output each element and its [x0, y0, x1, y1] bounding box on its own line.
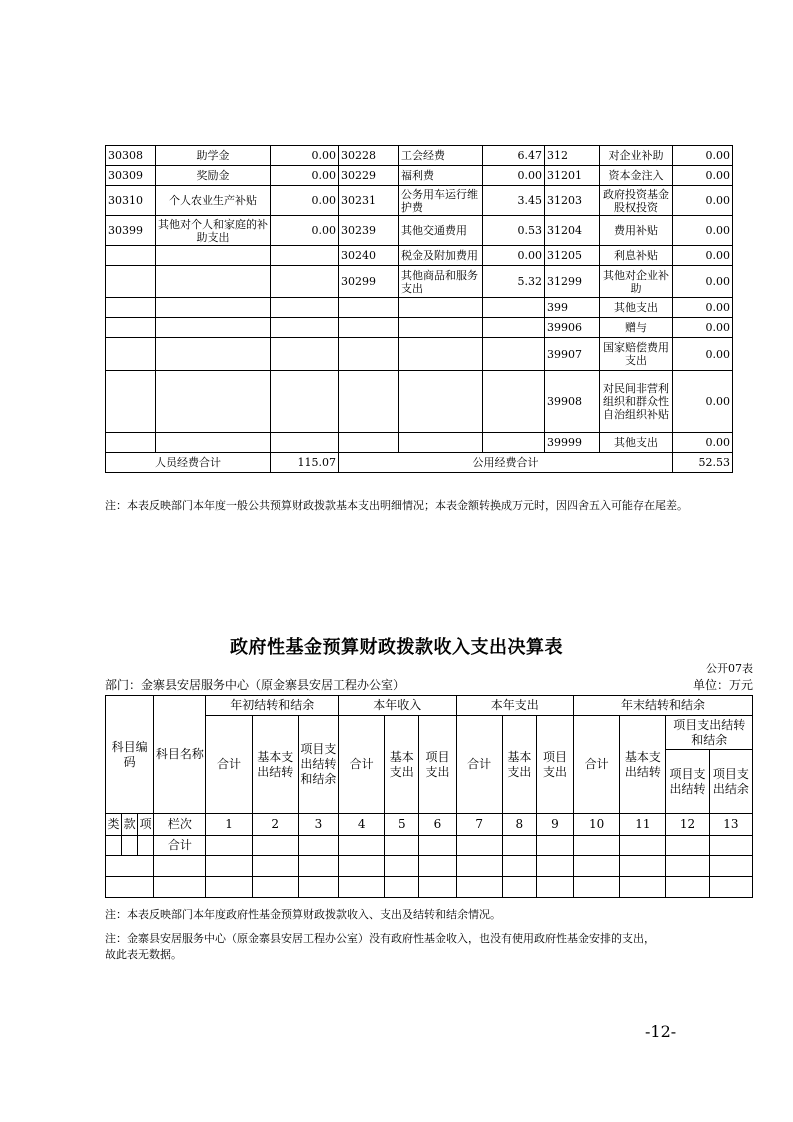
empty-cell	[620, 877, 666, 898]
subject-code-cell: 30239	[339, 216, 399, 246]
empty-cell	[666, 856, 709, 877]
subject-value-cell: 0.00	[673, 246, 733, 266]
empty-cell	[666, 836, 709, 856]
subject-name-header: 科目名称	[154, 696, 206, 814]
col-num: 12	[666, 814, 709, 836]
col-num: 7	[456, 814, 502, 836]
page-title: 政府性基金预算财政拨款收入支出决算表	[230, 637, 563, 658]
empty-cell	[122, 836, 138, 856]
empty-cell	[106, 856, 154, 877]
empty-cell	[709, 836, 752, 856]
col-num: 10	[574, 814, 620, 836]
subject-value-cell: 0.00	[483, 166, 545, 186]
table-row	[106, 433, 733, 453]
gov-fund-table	[105, 695, 753, 898]
empty-cell	[574, 836, 620, 856]
subject-value-cell: 0.00	[271, 186, 339, 216]
subject-code-cell: 31205	[545, 246, 600, 266]
subject-code-cell: 30229	[339, 166, 399, 186]
table1-note: 注：本表反映部门本年度一般公共预算财政拨款基本支出明细情况；本表金额转换成万元时，因四舍五入可能存在尾差。	[105, 499, 688, 512]
beginning-balance-header: 年初结转和结余	[206, 696, 339, 716]
subject-value-cell: 0.00	[673, 318, 733, 338]
empty-cell	[252, 836, 298, 856]
empty-cell	[709, 856, 752, 877]
subject-value-cell: 5.32	[483, 266, 545, 298]
table2-note-1: 注：本表反映部门本年度政府性基金预算财政拨款收入、支出及结转和结余情况。	[105, 908, 501, 921]
subject-code-cell: 30309	[106, 166, 156, 186]
col-num: 8	[502, 814, 536, 836]
column-index-row	[106, 814, 753, 836]
subject-code-cell	[106, 266, 156, 298]
subject-name-cell: 其他对企业补助	[600, 266, 673, 298]
table1-body	[106, 146, 733, 453]
subject-value-cell	[271, 371, 339, 433]
subject-value-cell: 0.00	[271, 146, 339, 166]
col-num: 11	[620, 814, 666, 836]
empty-cell	[574, 856, 620, 877]
subject-code-cell: 31201	[545, 166, 600, 186]
subject-name-cell: 其他对个人和家庭的补助支出	[156, 216, 271, 246]
subject-code-cell: 31203	[545, 186, 600, 216]
subject-name-cell: 利息补贴	[600, 246, 673, 266]
subject-value-cell: 0.00	[673, 298, 733, 318]
subject-name-cell: 公务用车运行维护费	[399, 186, 483, 216]
subject-value-cell	[271, 433, 339, 453]
subject-value-cell: 0.00	[673, 146, 733, 166]
subject-value-cell: 3.45	[483, 186, 545, 216]
subject-name-cell	[399, 318, 483, 338]
subject-value-cell: 0.00	[271, 166, 339, 186]
subject-code-cell: 30310	[106, 186, 156, 216]
subject-value-cell: 0.00	[673, 266, 733, 298]
empty-cell	[620, 856, 666, 877]
col-num: 6	[419, 814, 456, 836]
subject-code-cell	[339, 371, 399, 433]
empty-cell	[419, 836, 456, 856]
subject-code-cell: 312	[545, 146, 600, 166]
subject-code-cell: 39907	[545, 338, 600, 371]
subject-value-cell	[483, 433, 545, 453]
subject-name-cell	[156, 371, 271, 433]
subject-name-cell	[156, 266, 271, 298]
subject-value-cell	[271, 338, 339, 371]
form-code: 公开07表	[706, 662, 753, 675]
empty-cell	[536, 856, 573, 877]
table2-note-2: 注：金寨县安居服务中心（原金寨县安居工程办公室）没有政府性基金收入，也没有使用政府性基金安排的支出，	[105, 932, 655, 945]
empty-cell	[298, 836, 338, 856]
subject-name-cell: 国家赔偿费用支出	[600, 338, 673, 371]
subject-value-cell	[271, 318, 339, 338]
current-income-header: 本年收入	[339, 696, 457, 716]
col-num: 9	[536, 814, 573, 836]
subject-code-cell	[106, 298, 156, 318]
empty-cell	[502, 877, 536, 898]
empty-cell	[339, 836, 385, 856]
department-label: 部门：金寨县安居服务中心（原金寨县安居工程办公室）	[105, 678, 406, 692]
header-row-1	[106, 696, 753, 716]
current-expense-header: 本年支出	[456, 696, 574, 716]
empty-cell	[252, 856, 298, 877]
subject-name-cell	[399, 433, 483, 453]
subject-code-cell: 30228	[339, 146, 399, 166]
empty-cell	[298, 877, 338, 898]
income-total-header: 合计	[339, 716, 385, 814]
public-total-label: 公用经费合计	[339, 453, 673, 473]
public-total-value: 52.53	[673, 453, 733, 473]
subject-code-cell: 30231	[339, 186, 399, 216]
empty-cell	[206, 856, 252, 877]
subject-code-cell	[106, 246, 156, 266]
subject-name-cell	[399, 338, 483, 371]
empty-cell	[206, 836, 252, 856]
subject-name-cell: 其他支出	[600, 433, 673, 453]
sum-row-label: 合计	[154, 836, 206, 856]
table1-total-row	[106, 453, 733, 473]
subject-value-cell: 6.47	[483, 146, 545, 166]
empty-cell	[502, 836, 536, 856]
table-row	[106, 166, 733, 186]
personnel-total-label: 人员经费合计	[106, 453, 271, 473]
col-num: 1	[206, 814, 252, 836]
income-project-header: 项目支出	[419, 716, 456, 814]
empty-cell	[339, 877, 385, 898]
end-project-balance-header: 项目支出结余	[709, 750, 752, 814]
empty-row	[106, 877, 753, 898]
subject-name-cell: 其他交通费用	[399, 216, 483, 246]
empty-cell	[298, 856, 338, 877]
empty-cell	[385, 877, 419, 898]
subject-value-cell: 0.00	[673, 371, 733, 433]
subject-code-cell	[106, 433, 156, 453]
subject-code-header: 科目编码	[106, 696, 154, 814]
subject-value-cell	[271, 298, 339, 318]
subject-code-cell: 30299	[339, 266, 399, 298]
column-index-label: 栏次	[154, 814, 206, 836]
subject-code-cell: 31299	[545, 266, 600, 298]
subject-name-cell: 福利费	[399, 166, 483, 186]
subject-name-cell: 对民间非营利组织和群众性自治组织补贴	[600, 371, 673, 433]
empty-cell	[206, 877, 252, 898]
subject-name-cell: 奖励金	[156, 166, 271, 186]
subject-name-cell: 个人农业生产补贴	[156, 186, 271, 216]
ending-balance-header: 年末结转和结余	[574, 696, 753, 716]
end-total-header: 合计	[574, 716, 620, 814]
category-header: 类	[106, 814, 122, 836]
subject-name-cell: 工会经费	[399, 146, 483, 166]
col-num: 4	[339, 814, 385, 836]
subject-code-cell: 39908	[545, 371, 600, 433]
empty-cell	[536, 877, 573, 898]
subject-code-cell: 39999	[545, 433, 600, 453]
empty-cell	[339, 856, 385, 877]
empty-cell	[456, 856, 502, 877]
col-num: 5	[385, 814, 419, 836]
expense-project-header: 项目支出	[536, 716, 573, 814]
table-row	[106, 186, 733, 216]
table2-note-2-cont: 故此表无数据。	[105, 948, 182, 961]
subject-code-cell	[106, 318, 156, 338]
subject-value-cell: 0.00	[673, 186, 733, 216]
sum-row	[106, 836, 753, 856]
subject-name-cell	[156, 246, 271, 266]
col-num: 2	[252, 814, 298, 836]
empty-cell	[138, 836, 154, 856]
subject-name-cell: 其他支出	[600, 298, 673, 318]
table-row	[106, 338, 733, 371]
subject-code-cell: 30399	[106, 216, 156, 246]
table-row	[106, 216, 733, 246]
subject-name-cell: 助学金	[156, 146, 271, 166]
subject-code-cell	[106, 338, 156, 371]
subject-code-cell: 39906	[545, 318, 600, 338]
end-project-carryover-header: 项目支出结转	[666, 750, 709, 814]
end-basic-carryover-header: 基本支出结转	[620, 716, 666, 814]
begin-project-carryover-balance-header: 项目支出结转和结余	[298, 716, 338, 814]
subject-name-cell	[399, 298, 483, 318]
item-header: 项	[138, 814, 154, 836]
expense-total-header: 合计	[456, 716, 502, 814]
col-num: 3	[298, 814, 338, 836]
subject-code-cell	[339, 433, 399, 453]
empty-cell	[106, 836, 122, 856]
subject-value-cell	[483, 371, 545, 433]
empty-cell	[666, 877, 709, 898]
subject-name-cell: 其他商品和服务支出	[399, 266, 483, 298]
subject-code-cell	[339, 298, 399, 318]
subject-value-cell	[483, 298, 545, 318]
subject-code-cell: 399	[545, 298, 600, 318]
empty-cell	[252, 877, 298, 898]
end-project-carryover-balance-header: 项目支出结转和结余	[666, 716, 753, 750]
subject-value-cell: 0.53	[483, 216, 545, 246]
empty-cell	[536, 836, 573, 856]
subject-value-cell: 0.00	[673, 166, 733, 186]
subject-name-cell	[156, 433, 271, 453]
table-row	[106, 298, 733, 318]
table-row	[106, 266, 733, 298]
subject-value-cell	[271, 246, 339, 266]
empty-cell	[106, 877, 154, 898]
subject-name-cell: 费用补贴	[600, 216, 673, 246]
table-row	[106, 371, 733, 433]
begin-basic-carryover-header: 基本支出结转	[252, 716, 298, 814]
empty-row	[106, 856, 753, 877]
subject-name-cell: 税金及附加费用	[399, 246, 483, 266]
subject-name-cell	[156, 318, 271, 338]
empty-cell	[620, 836, 666, 856]
subject-name-cell	[156, 338, 271, 371]
empty-cell	[419, 877, 456, 898]
income-basic-header: 基本支出	[385, 716, 419, 814]
subject-name-cell	[399, 371, 483, 433]
section-header: 款	[122, 814, 138, 836]
subject-value-cell	[483, 338, 545, 371]
subject-name-cell: 对企业补助	[600, 146, 673, 166]
subject-value-cell: 0.00	[673, 433, 733, 453]
empty-cell	[502, 856, 536, 877]
subject-value-cell	[271, 266, 339, 298]
table-row	[106, 146, 733, 166]
basic-expense-detail-table	[105, 145, 733, 473]
subject-name-cell: 资本金注入	[600, 166, 673, 186]
subject-name-cell: 赠与	[600, 318, 673, 338]
empty-cell	[574, 877, 620, 898]
empty-cell	[154, 856, 206, 877]
expense-basic-header: 基本支出	[502, 716, 536, 814]
personnel-total-value: 115.07	[271, 453, 339, 473]
table-row	[106, 246, 733, 266]
subject-code-cell	[106, 371, 156, 433]
begin-total-header: 合计	[206, 716, 252, 814]
subject-name-cell	[156, 298, 271, 318]
col-num: 13	[709, 814, 752, 836]
unit-label: 单位：万元	[692, 678, 753, 692]
subject-value-cell: 0.00	[271, 216, 339, 246]
subject-code-cell	[339, 338, 399, 371]
empty-cell	[456, 877, 502, 898]
page-number: -12-	[645, 1022, 677, 1041]
subject-value-cell: 0.00	[673, 216, 733, 246]
subject-value-cell	[483, 318, 545, 338]
empty-cell	[154, 877, 206, 898]
empty-cell	[419, 856, 456, 877]
subject-code-cell: 31204	[545, 216, 600, 246]
subject-code-cell	[339, 318, 399, 338]
subject-code-cell: 30308	[106, 146, 156, 166]
subject-name-cell: 政府投资基金股权投资	[600, 186, 673, 216]
empty-cell	[385, 856, 419, 877]
subject-value-cell: 0.00	[673, 338, 733, 371]
empty-cell	[456, 836, 502, 856]
table-row	[106, 318, 733, 338]
subject-code-cell: 30240	[339, 246, 399, 266]
subject-value-cell: 0.00	[483, 246, 545, 266]
empty-cell	[385, 836, 419, 856]
empty-cell	[709, 877, 752, 898]
